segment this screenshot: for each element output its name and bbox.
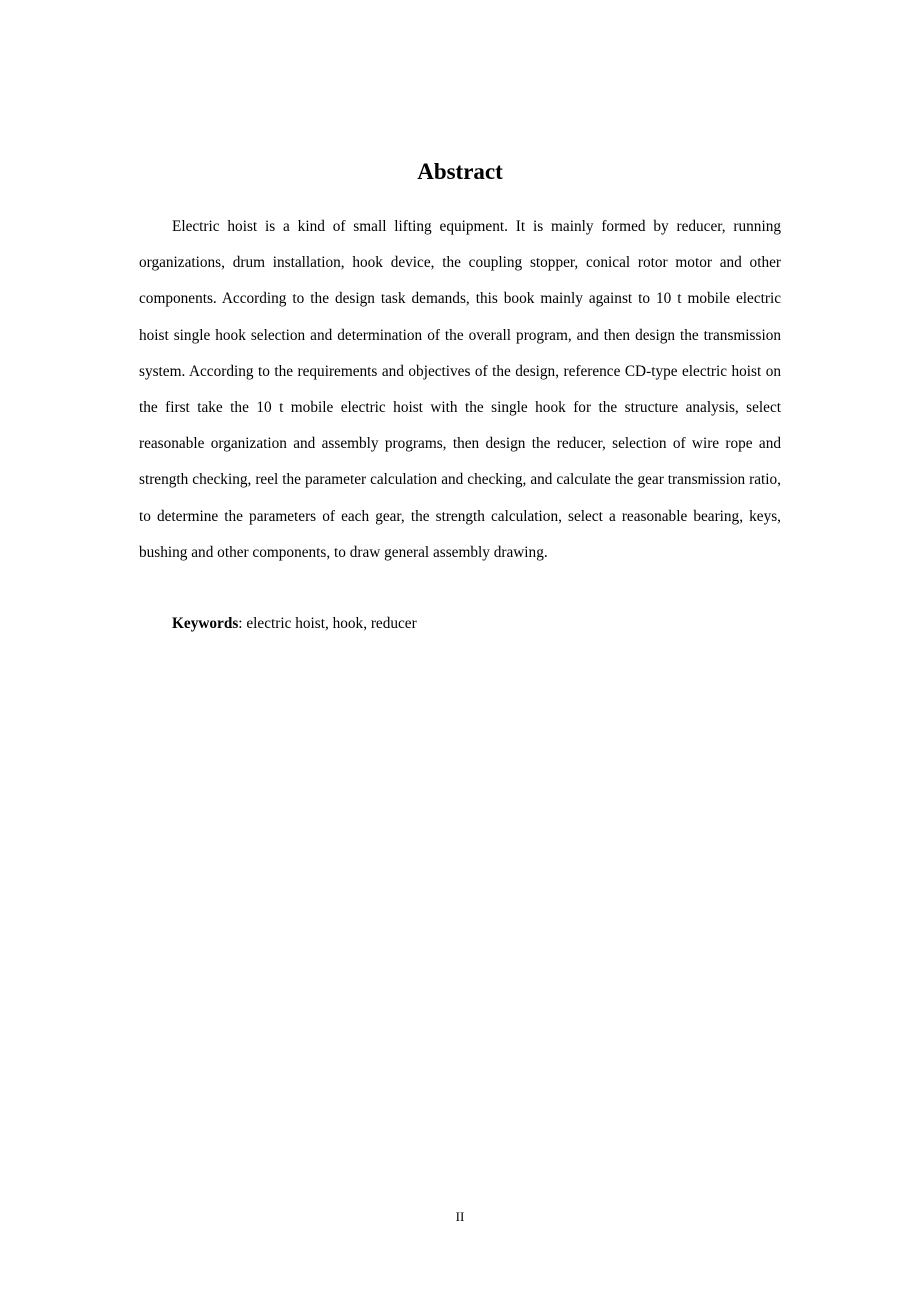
- page-number: II: [455, 1209, 465, 1224]
- abstract-paragraph: Electric hoist is a kind of small lifting equipment. It is mainly formed by reducer, running organizations, drum installation, hook device, the coupling stopper, conical rotor motor and other components. According to the design task demands, this book mainly against to 10 t mobile electric hoist single hook selection and determination of the overall program, and then design the transmission system. According to the requirements and objectives of the design, reference CD-type electric hoist on the first take the 10 t mobile electric hoist with the single hook for the structure analysis, select reasonable organization and assembly programs, then design the reducer, selection of wire rope and strength checking, reel the parameter calculation and checking, and calculate the gear transmission ratio, to determine the parameters of each gear, the strength calculation, select a reasonable bearing, keys, bushing and other components, to draw general assembly drawing.: [139, 218, 781, 561]
- keywords-value: electric hoist, hook, reducer: [246, 615, 417, 632]
- keywords-line: [172, 606, 772, 642]
- keywords-separator: :: [238, 615, 247, 632]
- keywords-label: Keywords: [172, 615, 239, 632]
- abstract-title: Abstract: [417, 159, 503, 184]
